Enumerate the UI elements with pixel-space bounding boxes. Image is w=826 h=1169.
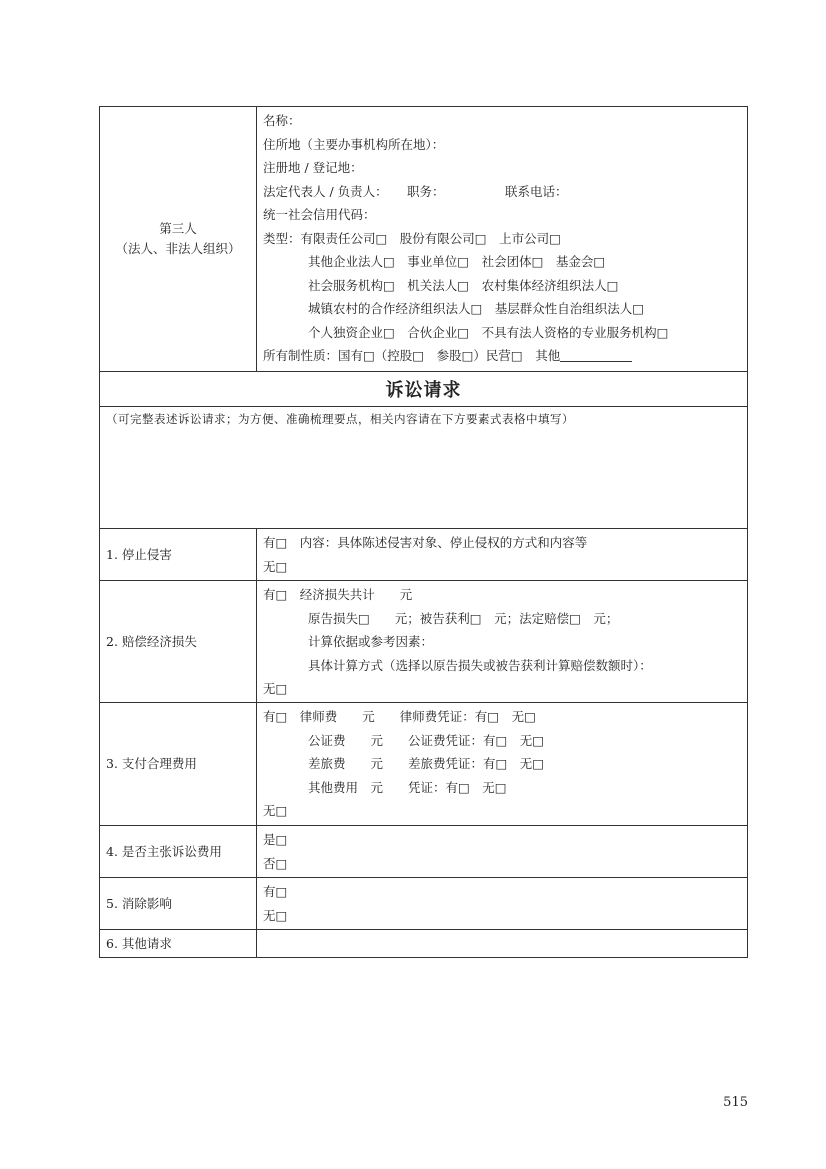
item2-line-4: 具体计算方式（选择以原告损失或被告获利计算赔偿数额时）： — [308, 657, 652, 673]
third-party-label-title: 第三人 — [159, 221, 197, 236]
tp-credit-code-line: 统一社会信用代码： — [263, 207, 376, 222]
item-litigation-costs-row — [100, 826, 747, 878]
tp-type-line-1: 类型：有限责任公司□ 股份有限公司□ 上市公司□ — [263, 230, 561, 246]
claims-title: 诉讼请求 — [385, 380, 462, 401]
item3-line-1: 有□ 律师费 元 律师费凭证：有□ 无□ — [263, 709, 536, 724]
item-reasonable-expenses-row — [100, 703, 747, 826]
item3-line-3: 差旅费 元 差旅费凭证：有□ 无□ — [308, 756, 545, 771]
item-compensation-content — [257, 581, 747, 702]
tp-registered-line: 注册地 / 登记地： — [263, 160, 363, 175]
item-eliminate-influence-content — [257, 878, 747, 929]
item5-line-2: 无□ — [263, 907, 288, 923]
item4-line-2: 否□ — [263, 855, 288, 871]
claims-note: （可完整表述诉讼请求；为方便、准确梳理要点，相关内容请在下方要素式表格中填写） — [106, 412, 574, 426]
item2-line-1: 有□ 经济损失共计 元 — [263, 587, 413, 602]
item-other-requests-row — [100, 930, 747, 957]
tp-position-label: 职务： — [407, 183, 445, 199]
item-reasonable-expenses-content — [257, 703, 747, 825]
item2-line-5: 无□ — [263, 681, 288, 696]
item-other-requests-content[interactable] — [257, 930, 747, 957]
item1-line-1: 有□ 内容：具体陈述侵害对象、停止侵权的方式和内容等 — [263, 535, 588, 550]
claim-form-table — [99, 106, 748, 958]
item-stop-infringement-label: 1. 停止侵害 — [100, 529, 257, 580]
item2-line-3: 计算依据或参考因素： — [308, 634, 434, 649]
item4-line-1: 是□ — [263, 832, 288, 847]
item-reasonable-expenses-label: 3. 支付合理费用 — [100, 703, 257, 825]
item-eliminate-influence-row — [100, 878, 747, 930]
tp-type-line-2: 其他企业法人□ 事业单位□ 社会团体□ 基金会□ — [308, 254, 606, 269]
claims-description-row[interactable] — [100, 407, 747, 529]
item-litigation-costs-label: 4. 是否主张诉讼费用 — [100, 826, 257, 877]
tp-address-line: 住所地（主要办事机构所在地）： — [263, 136, 445, 152]
item1-line-2: 无□ — [263, 558, 288, 574]
page-number: 515 — [723, 1095, 748, 1110]
item-other-requests-label: 6. 其他请求 — [100, 930, 257, 957]
tp-phone-label: 联系电话： — [505, 183, 568, 199]
item-stop-infringement-content — [257, 529, 747, 580]
item5-line-1: 有□ — [263, 884, 288, 899]
tp-type-line-3: 社会服务机构□ 机关法人□ 农村集体经济组织法人□ — [308, 277, 619, 293]
item-eliminate-influence-label: 5. 消除影响 — [100, 878, 257, 929]
tp-name-line: 名称： — [263, 113, 301, 128]
item3-line-5: 无□ — [263, 803, 288, 818]
claims-title-row — [100, 372, 747, 407]
tp-type-line-4: 城镇农村的合作经济组织法人□ 基层群众性自治组织法人□ — [308, 301, 645, 316]
item-compensation-row — [100, 581, 747, 703]
third-party-row — [100, 107, 747, 372]
item-compensation-label: 2. 赔偿经济损失 — [100, 581, 257, 702]
item3-line-2: 公证费 元 公证费凭证：有□ 无□ — [308, 732, 545, 748]
third-party-label-subtitle: （法人、非法人组织） — [115, 241, 241, 256]
tp-type-line-5: 个人独资企业□ 合伙企业□ 不具有法人资格的专业服务机构□ — [308, 324, 669, 340]
tp-legal-rep-label: 法定代表人 / 负责人： — [263, 183, 388, 199]
tp-ownership-blank[interactable] — [560, 347, 632, 362]
item2-line-2: 原告损失□ 元；被告获利□ 元；法定赔偿□ 元； — [308, 610, 619, 626]
item3-line-4: 其他费用 元 凭证：有□ 无□ — [308, 779, 507, 795]
tp-ownership-text: 所有制性质：国有□（控股□ 参股□）民营□ 其他 — [263, 348, 561, 363]
item-litigation-costs-content — [257, 826, 747, 877]
item-stop-infringement-row — [100, 529, 747, 581]
third-party-label — [100, 107, 257, 371]
third-party-content — [257, 107, 747, 371]
tp-ownership-line — [263, 344, 741, 368]
tp-legal-rep-line — [263, 180, 741, 204]
